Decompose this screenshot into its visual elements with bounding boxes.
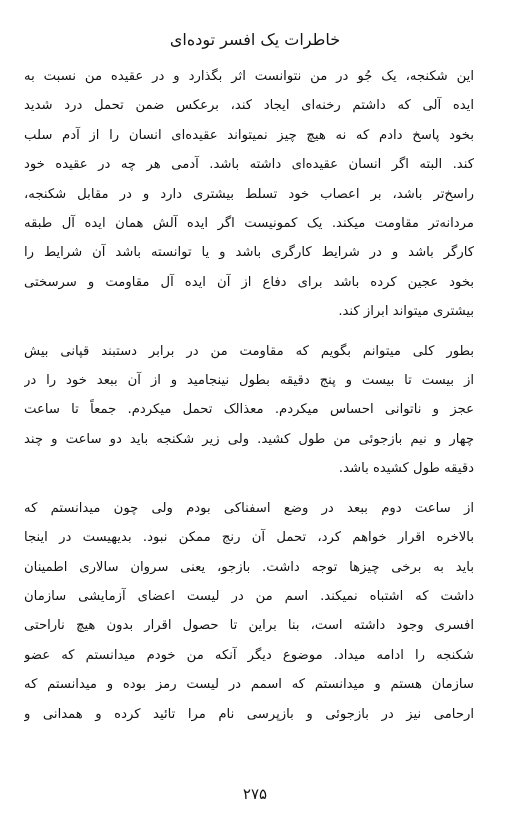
text-line: بالاخره اقرار خواهم کرد، تحمل آن رنج ممکن نبود. بدیهیست در اینجا bbox=[24, 530, 474, 546]
text-line: از ساعت دوم ببعد در وضع اسفناکی بودم ولی چون میدانستم که bbox=[24, 500, 474, 516]
page-number: ۲۷۵ bbox=[242, 785, 268, 803]
paragraph-1 bbox=[24, 62, 474, 327]
text-line: بطور کلی میتوانم بگویم که مقاومت من در برابر دستبند قپانی بیش bbox=[24, 343, 474, 359]
paragraph-2 bbox=[24, 337, 474, 484]
text-line: چهار و نیم بازجوئی من طول کشید. ولی زیر شکنجه باید دو ساعت و چند bbox=[24, 431, 474, 447]
body-text bbox=[24, 62, 474, 729]
text-line: ارحامی نیز در بازجوئی و بازپرسی نام مرا تائید کرده و همدانی و bbox=[24, 706, 474, 722]
text-line: افسری وجود داشته است، بنا براین تا حصول اقرار بدون هیچ ناراحتی bbox=[24, 618, 474, 634]
text-line: سازمان هستم و میدانستم که اسمم در لیست رمز بوده و میدانستم که bbox=[24, 677, 474, 693]
text-line: راسخ‌تر باشد، بر اعصاب خود تسلط بیشتری دارد و در مقابل شکنجه، bbox=[24, 186, 474, 202]
text-line: بخود پاسخ دادم که نه هیچ چیز نمیتواند عقیده‌ای انسان را از آدم سلب bbox=[24, 127, 474, 143]
text-line: داشت که اشتباه نمیکند. اسم من در لیست اعضای آزمایشی سازمان bbox=[24, 588, 474, 604]
text-line: دقیقه طول کشیده باشد. bbox=[338, 461, 474, 477]
text-line: بیشتری میتواند ابراز کند. bbox=[338, 304, 474, 320]
running-title: خاطرات یک افسر توده‌ای bbox=[169, 30, 341, 49]
text-line: از بیست تا بیست و پنج دقیقه بطول نینجامید و از آن ببعد خود را در bbox=[24, 373, 474, 389]
text-line: کند. البته اگر انسان عقیده‌ای داشته باشد. آدمی هر چه در عقیده خود bbox=[24, 157, 474, 173]
text-line: شکنجه را ادامه میداد. موضوع دیگر آنکه من خودم میدانستم که عضو bbox=[24, 647, 474, 663]
text-line: باید به برخی چیزها توجه داشت. بازجو، یعنی سروان سالاری اطمینان bbox=[24, 559, 474, 575]
text-line: این شکنجه، یک جُو در من نتوانست اثر بگذارد و در عقیده من نسبت به bbox=[24, 69, 474, 84]
text-line: بخود عجین کرده باشد برای دفاع از آن ایده آل مقاومت و سرسختی bbox=[24, 274, 474, 290]
paragraph-3 bbox=[24, 494, 474, 729]
text-line: عجز و ناتوانی احساس میکردم. معذالک تحمل میکردم. جمعاً تا ساعت bbox=[24, 402, 474, 418]
text-line: کارگر باشد و در شرایط کارگری باشد و یا توانسته باشد آن شرایط را bbox=[24, 245, 474, 261]
text-line: مردانه‌تر مقاومت میکند. یک کمونیست اگر ایده آلش همان ایده آل طبقه bbox=[24, 216, 474, 232]
text-line: ایده آلی که داشتم رخنه‌ای ایجاد کند، برعکس ضمن تحمل درد شدید bbox=[24, 98, 474, 114]
